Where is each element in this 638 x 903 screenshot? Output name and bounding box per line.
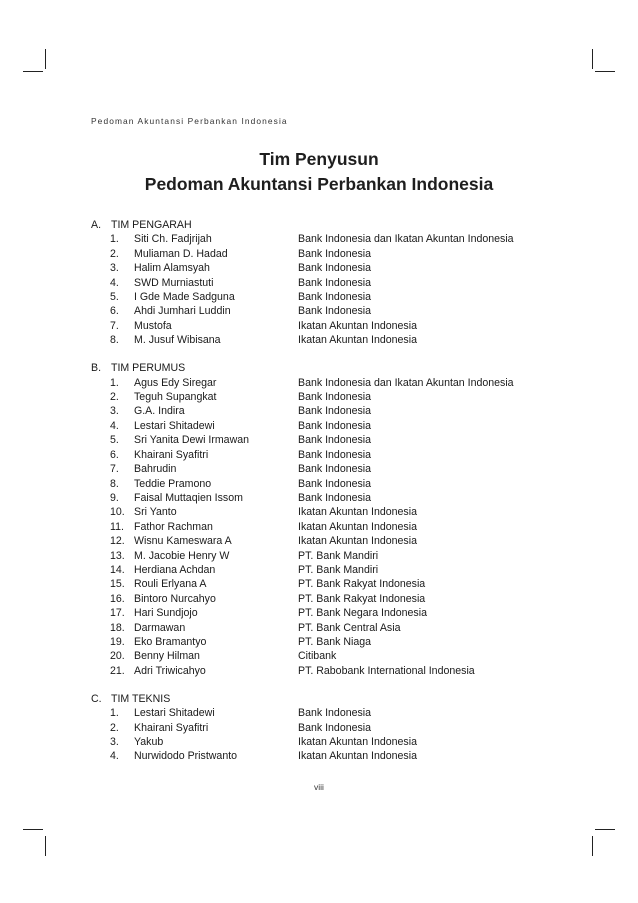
member-number: 4.	[110, 276, 119, 289]
member-org: PT. Bank Niaga	[298, 635, 372, 648]
member-name: M. Jacobie Henry W	[134, 549, 230, 562]
member-number: 1.	[110, 233, 119, 246]
member-row	[91, 477, 561, 491]
member-org: Bank Indonesia	[298, 463, 372, 476]
member-name: Teddie Pramono	[134, 477, 212, 490]
member-org: PT. Rabobank International Indonesia	[298, 664, 475, 677]
title-line-2: Pedoman Akuntansi Perbankan Indonesia	[144, 174, 494, 194]
member-name: Khairani Syafitri	[134, 721, 209, 734]
member-number: 5.	[110, 291, 119, 304]
member-number: 12.	[110, 535, 125, 548]
member-org: Bank Indonesia	[298, 405, 372, 418]
member-row	[91, 433, 561, 447]
member-row	[91, 664, 561, 678]
member-number: 7.	[110, 319, 119, 332]
member-org: Bank Indonesia dan Ikatan Akuntan Indonesia	[298, 376, 514, 389]
member-org: Ikatan Akuntan Indonesia	[298, 506, 417, 519]
member-row	[91, 448, 561, 462]
member-org: Ikatan Akuntan Indonesia	[298, 319, 417, 332]
member-name: Fathor Rachman	[134, 520, 213, 533]
member-name: Lestari Shitadewi	[134, 419, 215, 432]
member-number: 11.	[110, 520, 124, 533]
member-number: 5.	[110, 434, 119, 447]
member-row	[91, 621, 561, 635]
member-number: 13.	[110, 549, 125, 562]
member-name: I Gde Made Sadguna	[134, 291, 235, 304]
member-name: Khairani Syafitri	[134, 448, 209, 461]
member-number: 19.	[110, 635, 125, 648]
member-list	[91, 218, 561, 777]
member-org: Ikatan Akuntan Indonesia	[298, 334, 417, 347]
member-row	[91, 491, 561, 505]
section-heading	[91, 218, 561, 232]
section-a	[91, 218, 561, 348]
running-head: Pedoman Akuntansi Perbankan Indonesia	[91, 116, 288, 126]
member-row	[91, 462, 561, 476]
member-number: 8.	[110, 477, 119, 490]
member-org: PT. Bank Mandiri	[298, 563, 379, 576]
member-row	[91, 534, 561, 548]
member-org: Bank Indonesia	[298, 419, 372, 432]
member-number: 15.	[110, 578, 125, 591]
member-number: 3.	[110, 262, 119, 275]
member-number: 21.	[110, 664, 125, 677]
member-org: PT. Bank Mandiri	[298, 549, 379, 562]
member-row	[91, 419, 561, 433]
member-org: PT. Bank Rakyat Indonesia	[298, 578, 426, 591]
member-row	[91, 404, 561, 418]
member-org: Ikatan Akuntan Indonesia	[298, 535, 417, 548]
member-name: Mustofa	[134, 319, 172, 332]
member-name: Adri Triwicahyo	[134, 664, 206, 677]
crop-mark	[592, 836, 593, 856]
member-org: Bank Indonesia	[298, 707, 372, 720]
member-name: Agus Edy Siregar	[134, 376, 217, 389]
member-row	[91, 505, 561, 519]
member-row	[91, 520, 561, 534]
crop-mark	[592, 49, 593, 69]
member-org: Bank Indonesia	[298, 434, 372, 447]
member-name: Yakub	[134, 736, 164, 748]
member-org: Ikatan Akuntan Indonesia	[298, 750, 417, 763]
crop-mark	[595, 829, 615, 830]
member-number: 8.	[110, 334, 119, 347]
section-c	[91, 692, 561, 764]
member-name: M. Jusuf Wibisana	[134, 334, 221, 347]
member-row	[91, 261, 561, 275]
crop-mark	[23, 71, 43, 72]
member-org: PT. Bank Negara Indonesia	[298, 607, 427, 620]
section-title: TIM PERUMUS	[111, 362, 186, 375]
member-name: Siti Ch. Fadjrijah	[134, 233, 212, 246]
member-number: 4.	[110, 750, 119, 763]
member-org: Bank Indonesia	[298, 262, 372, 275]
member-name: Herdiana Achdan	[134, 563, 216, 576]
member-row	[91, 333, 561, 347]
member-number: 4.	[110, 419, 119, 432]
member-number: 3.	[110, 736, 119, 748]
section-title: TIM TEKNIS	[111, 692, 171, 705]
member-number: 17.	[110, 607, 125, 620]
member-row	[91, 276, 561, 290]
member-row	[91, 563, 561, 577]
member-name: Ahdi Jumhari Luddin	[134, 305, 231, 318]
member-org: Bank Indonesia	[298, 721, 372, 734]
member-number: 1.	[110, 376, 119, 389]
crop-mark	[595, 71, 615, 72]
member-org: Bank Indonesia	[298, 477, 372, 490]
member-row	[91, 735, 561, 749]
member-org: Citibank	[298, 650, 337, 663]
member-name: Sri Yanto	[134, 506, 177, 519]
member-org: Bank Indonesia	[298, 391, 372, 404]
member-row	[91, 649, 561, 663]
member-row	[91, 376, 561, 390]
title-line-1: Tim Penyusun	[259, 149, 379, 169]
member-number: 20.	[110, 650, 125, 663]
member-number: 16.	[110, 592, 125, 605]
member-row	[91, 390, 561, 404]
member-name: Hari Sundjojo	[134, 607, 198, 620]
section-heading	[91, 361, 561, 375]
member-name: Eko Bramantyo	[134, 635, 207, 648]
member-org: Bank Indonesia	[298, 276, 372, 289]
section-title: TIM PENGARAH	[111, 219, 192, 231]
page-title	[91, 147, 547, 197]
member-number: 10.	[110, 506, 125, 519]
member-name: Faisal Muttaqien Issom	[134, 491, 243, 504]
member-row	[91, 549, 561, 563]
member-name: G.A. Indira	[134, 405, 185, 418]
member-number: 14.	[110, 563, 125, 576]
member-row	[91, 706, 561, 720]
member-org: Bank Indonesia	[298, 247, 372, 260]
member-row	[91, 721, 561, 735]
member-name: Halim Alamsyah	[134, 262, 210, 275]
member-row	[91, 592, 561, 606]
member-org: Bank Indonesia	[298, 291, 372, 304]
member-row	[91, 290, 561, 304]
member-number: 2.	[110, 247, 119, 260]
member-org: PT. Bank Central Asia	[298, 621, 401, 634]
member-number: 6.	[110, 448, 119, 461]
crop-mark	[45, 49, 46, 69]
section-b	[91, 361, 561, 678]
member-number: 1.	[110, 707, 119, 720]
member-name: Wisnu Kameswara A	[134, 535, 232, 548]
crop-mark	[45, 836, 46, 856]
member-name: Nurwidodo Pristwanto	[134, 750, 238, 763]
member-org: Ikatan Akuntan Indonesia	[298, 520, 417, 533]
section-heading	[91, 692, 561, 706]
member-name: Sri Yanita Dewi Irmawan	[134, 434, 250, 447]
member-row	[91, 304, 561, 318]
member-org: Ikatan Akuntan Indonesia	[298, 736, 417, 748]
member-name: Muliaman D. Hadad	[134, 247, 228, 260]
member-name: Lestari Shitadewi	[134, 707, 215, 720]
member-row	[91, 749, 561, 763]
member-name: Rouli Erlyana A	[134, 578, 207, 591]
member-number: 18.	[110, 621, 125, 634]
member-row	[91, 319, 561, 333]
member-number: 3.	[110, 405, 119, 418]
member-row	[91, 577, 561, 591]
member-number: 2.	[110, 721, 119, 734]
section-letter: C.	[91, 692, 102, 705]
member-name: Bahrudin	[134, 463, 177, 476]
member-org: Bank Indonesia	[298, 448, 372, 461]
member-name: Benny Hilman	[134, 650, 200, 663]
member-number: 2.	[110, 391, 119, 404]
section-letter: A.	[91, 219, 102, 231]
member-number: 9.	[110, 491, 119, 504]
member-name: SWD Murniastuti	[134, 276, 214, 289]
member-row	[91, 635, 561, 649]
member-number: 7.	[110, 463, 119, 476]
crop-mark	[23, 829, 43, 830]
section-letter: B.	[91, 362, 102, 375]
member-org: PT. Bank Rakyat Indonesia	[298, 592, 426, 605]
member-row	[91, 247, 561, 261]
member-number: 6.	[110, 305, 119, 318]
member-row	[91, 232, 561, 246]
member-name: Teguh Supangkat	[134, 391, 217, 404]
member-org: Bank Indonesia	[298, 305, 372, 318]
member-row	[91, 606, 561, 620]
member-name: Darmawan	[134, 621, 186, 634]
member-org: Bank Indonesia dan Ikatan Akuntan Indonesia	[298, 233, 514, 246]
member-name: Bintoro Nurcahyo	[134, 592, 216, 605]
member-org: Bank Indonesia	[298, 491, 372, 504]
page-number: viii	[314, 782, 324, 792]
